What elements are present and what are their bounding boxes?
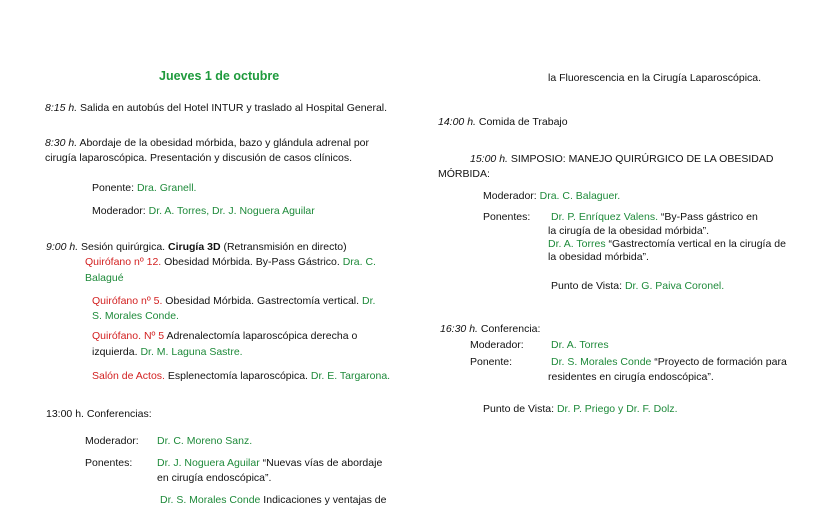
punto-de-vista-paiva: Punto de Vista: Dr. G. Paiva Coronel.	[551, 280, 725, 292]
continuation-text: la Fluorescencia en la Cirugía Laparoscópica.	[548, 72, 762, 84]
moderador-torres: Dr. A. Torres	[551, 339, 609, 351]
ponente-morales-conde-line2: residentes en cirugía endoscópica”.	[548, 371, 714, 383]
quirofano-12-doctor: Balagué	[85, 272, 124, 284]
moderador-label-4: Moderador:	[470, 339, 524, 351]
ponentes-label-2: Ponentes:	[85, 457, 133, 469]
ponente-noguera-line2: en cirugía endoscópica”.	[157, 472, 272, 484]
entry-0900: 9:00 h. Sesión quirúrgica. Cirugía 3D (Retransmisión en directo)	[46, 241, 347, 253]
quirofano-12: Quirófano nº 12. Obesidad Mórbida. By-Pass Gástrico. Dra. C.	[85, 256, 376, 268]
entry-1300: 13:00 h. Conferencias:	[46, 408, 152, 420]
quirofano-5b-line2: izquierda. Dr. M. Laguna Sastre.	[92, 346, 243, 358]
ponente-torres: Dr. A. Torres “Gastrectomía vertical en la cirugía de	[548, 238, 786, 250]
day-title: Jueves 1 de octubre	[159, 69, 280, 83]
entry-1500-line2: MÓRBIDA:	[438, 168, 490, 180]
entry-0830-line1: 8:30 h. Abordaje de la obesidad mórbida, bazo y glándula adrenal por	[45, 137, 369, 149]
moderador-torres-noguera: Moderador: Dr. A. Torres, Dr. J. Noguera Aguilar	[92, 205, 315, 217]
quirofano-5b: Quirófano. Nº 5 Adrenalectomía laparoscópica derecha o	[92, 330, 358, 342]
moderador-moreno: Dr. C. Moreno Sanz.	[157, 435, 253, 447]
salon-de-actos: Salón de Actos. Esplenectomía laparoscópica. Dr. E. Targarona.	[92, 370, 391, 382]
ponente-morales: Dr. S. Morales Conde Indicaciones y ventajas de	[160, 494, 387, 506]
ponente-enriquez: Dr. P. Enríquez Valens. “By-Pass gástrico en	[551, 211, 758, 223]
ponentes-label-3: Ponentes:	[483, 211, 531, 223]
ponente-granell: Ponente: Dra. Granell.	[92, 182, 197, 194]
moderador-balaguer: Moderador: Dra. C. Balaguer.	[483, 190, 621, 202]
quirofano-5-doctor: S. Morales Conde.	[92, 310, 179, 322]
punto-de-vista-priego: Punto de Vista: Dr. P. Priego y Dr. F. Dolz.	[483, 403, 678, 415]
entry-1500-line1: 15:00 h. SIMPOSIO: MANEJO QUIRÚRGICO DE LA OBESIDAD	[470, 153, 774, 165]
entry-0815: 8:15 h. Salida en autobús del Hotel INTUR y traslado al Hospital General.	[45, 102, 388, 114]
ponente-enriquez-line2: la cirugía de la obesidad mórbida”.	[548, 225, 710, 237]
entry-1630: 16:30 h. Conferencia:	[440, 323, 541, 335]
ponente-morales-conde: Dr. S. Morales Conde “Proyecto de formación para	[551, 356, 787, 368]
quirofano-5: Quirófano nº 5. Obesidad Mórbida. Gastrectomía vertical. Dr.	[92, 295, 376, 307]
ponente-noguera: Dr. J. Noguera Aguilar “Nuevas vías de abordaje	[157, 457, 383, 469]
entry-1400: 14:00 h. Comida de Trabajo	[438, 116, 568, 128]
ponente-label-4: Ponente:	[470, 356, 513, 368]
moderador-label-2: Moderador:	[85, 435, 139, 447]
entry-0830-line2: cirugía laparoscópica. Presentación y discusión de casos clínicos.	[45, 152, 352, 164]
ponente-torres-line2: la obesidad mórbida”.	[548, 251, 649, 263]
